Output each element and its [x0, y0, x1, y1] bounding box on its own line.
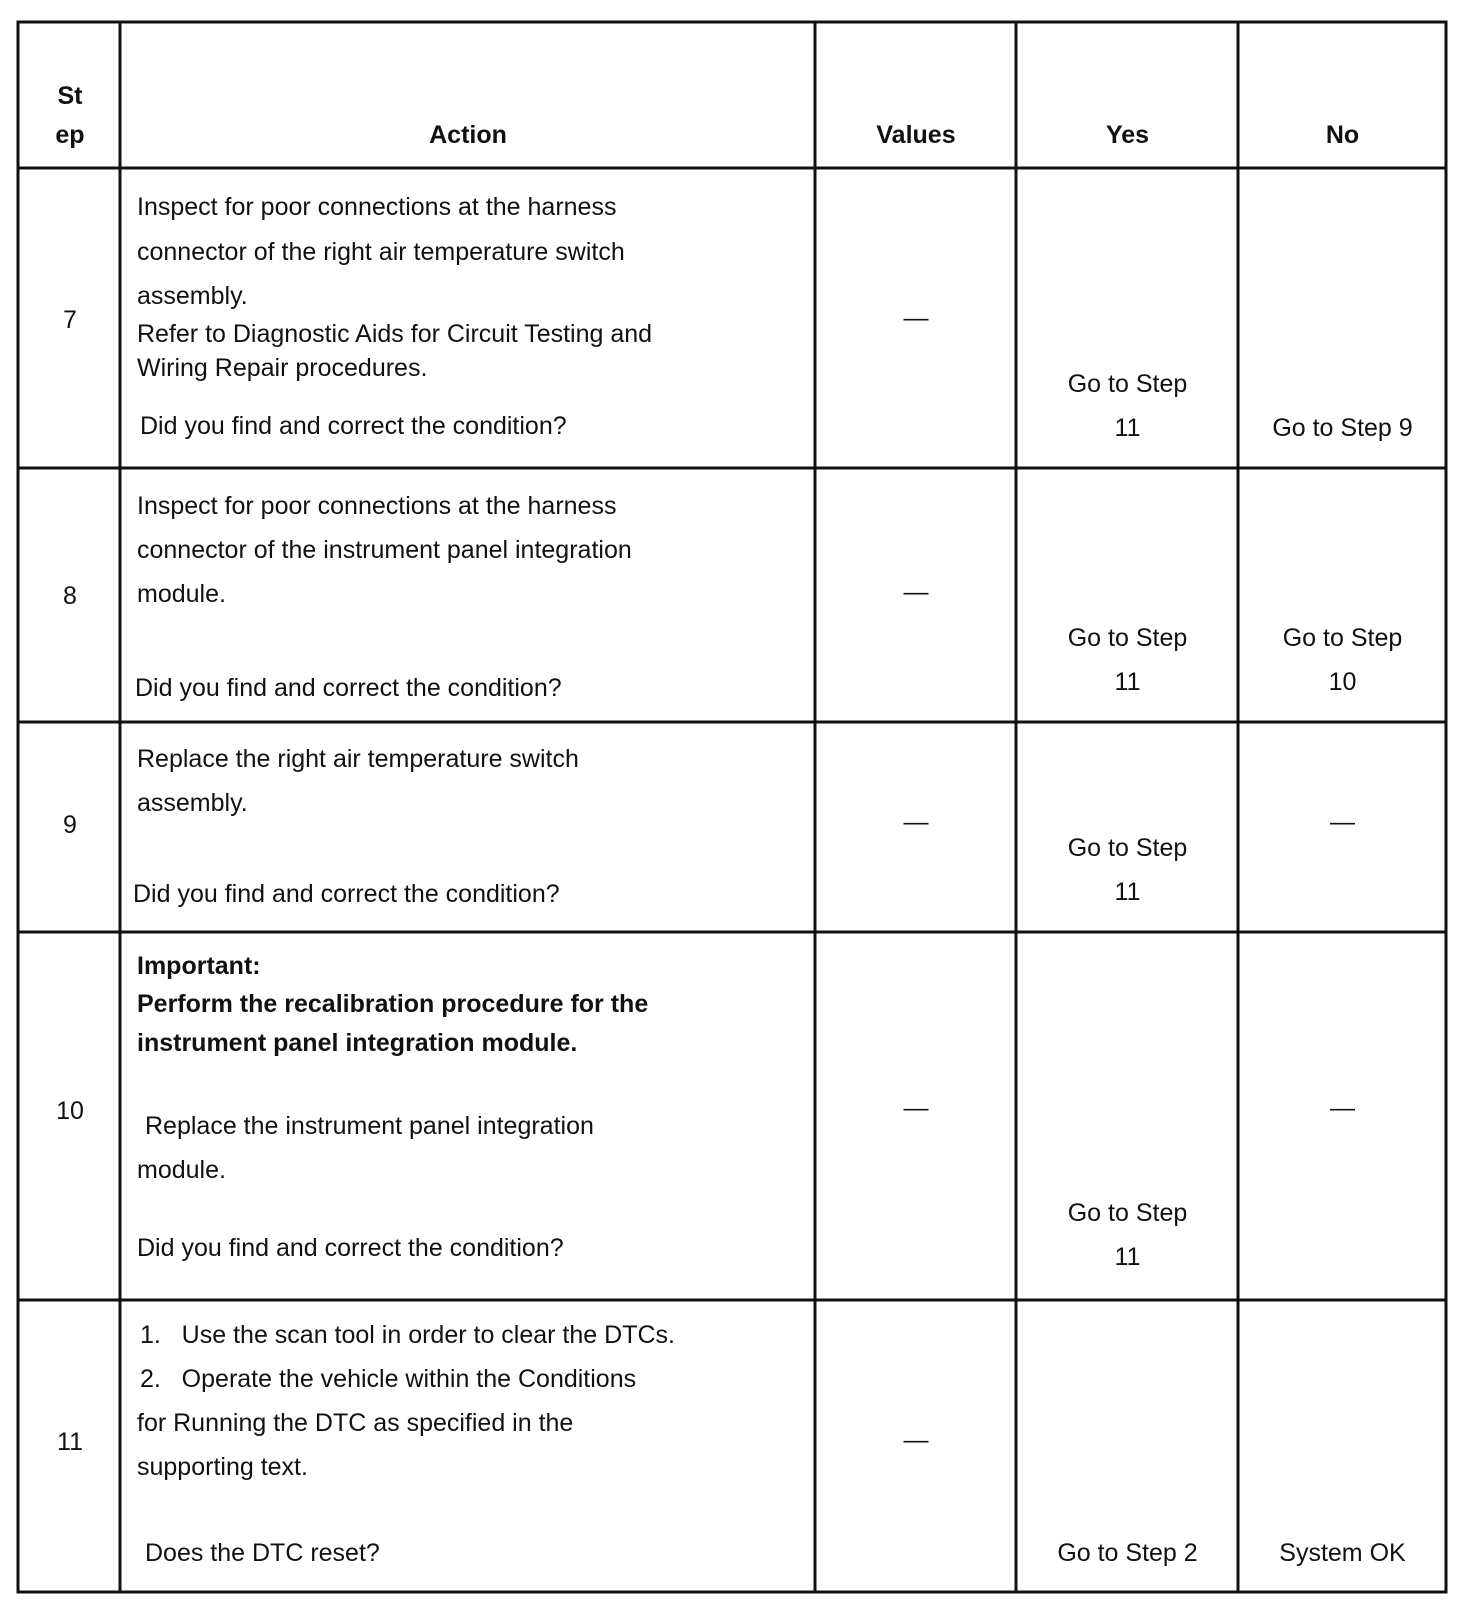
action-list-item: 2. Operate the vehicle within the Conditions: [140, 1365, 637, 1393]
yes-action: Go to Step 2: [1057, 1539, 1198, 1567]
no-action: —: [1330, 1094, 1355, 1122]
no-action: 10: [1328, 668, 1357, 696]
no-action: Go to Step: [1282, 624, 1403, 652]
step-number: 8: [63, 582, 77, 610]
action-text: assembly.: [137, 282, 248, 310]
yes-action: Go to Step: [1067, 834, 1188, 862]
step-number: 7: [63, 306, 77, 334]
important-text: Perform the recalibration procedure for the: [137, 990, 649, 1018]
value-dash: —: [903, 1094, 929, 1122]
yes-action: 11: [1114, 414, 1141, 442]
header-step-line2: ep: [55, 121, 85, 149]
header-step-line1: St: [57, 82, 83, 110]
action-text: connector of the right air temperature switch: [137, 238, 625, 266]
header-values: Values: [876, 121, 956, 149]
action-text: supporting text.: [137, 1453, 308, 1481]
action-text: for Running the DTC as specified in the: [137, 1409, 574, 1437]
action-question: Did you find and correct the condition?: [135, 674, 562, 702]
yes-action: Go to Step: [1067, 370, 1188, 398]
yes-action: 11: [1114, 1243, 1141, 1271]
action-question: Did you find and correct the condition?: [137, 1234, 564, 1262]
value-dash: —: [903, 304, 929, 332]
important-label: Important:: [137, 952, 261, 980]
action-list-item: 1. Use the scan tool in order to clear the DTCs.: [140, 1321, 675, 1349]
action-question: Did you find and correct the condition?: [133, 880, 560, 908]
important-text: instrument panel integration module.: [137, 1029, 578, 1057]
yes-action: Go to Step: [1067, 1199, 1188, 1227]
value-dash: —: [903, 1426, 929, 1454]
action-text: Inspect for poor connections at the harness: [137, 492, 617, 520]
action-text: module.: [137, 1156, 226, 1184]
action-text: Inspect for poor connections at the harness: [137, 193, 617, 221]
no-action: Go to Step 9: [1272, 414, 1413, 442]
action-text: connector of the instrument panel integration: [137, 536, 632, 564]
yes-action: 11: [1114, 878, 1141, 906]
action-question: Did you find and correct the condition?: [140, 412, 567, 440]
action-text: Wiring Repair procedures.: [137, 354, 428, 382]
value-dash: —: [903, 808, 929, 836]
value-dash: —: [903, 578, 929, 606]
action-text: module.: [137, 580, 226, 608]
no-action: —: [1330, 808, 1355, 836]
action-text: Replace the instrument panel integration: [145, 1112, 594, 1140]
no-action: System OK: [1279, 1539, 1406, 1567]
action-text: assembly.: [137, 789, 248, 817]
header-action: Action: [429, 121, 507, 149]
step-number: 9: [63, 811, 77, 839]
yes-action: Go to Step: [1067, 624, 1188, 652]
header-yes: Yes: [1105, 121, 1150, 149]
header-no: No: [1325, 121, 1360, 149]
action-question: Does the DTC reset?: [145, 1539, 380, 1567]
step-number: 11: [57, 1428, 83, 1456]
yes-action: 11: [1114, 668, 1141, 696]
step-number: 10: [56, 1097, 84, 1125]
action-text: Refer to Diagnostic Aids for Circuit Testing and: [137, 320, 653, 348]
action-text: Replace the right air temperature switch: [137, 745, 579, 773]
